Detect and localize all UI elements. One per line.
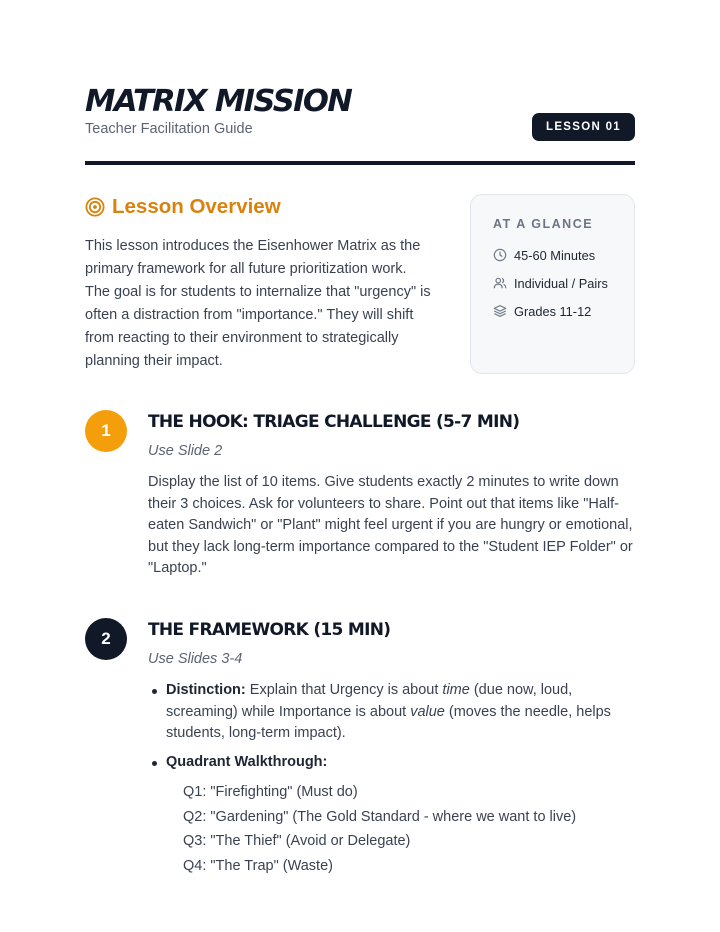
users-icon [493, 276, 507, 290]
step-title: THE FRAMEWORK (15 MIN) [148, 620, 391, 640]
glance-item-duration [493, 247, 634, 263]
step-title: THE HOOK: TRIAGE CHALLENGE (5-7 MIN) [148, 412, 520, 432]
overview-title: Lesson Overview [112, 195, 281, 218]
lesson-badge: LESSON 01 [532, 113, 635, 141]
emphasis-time: time [442, 682, 470, 698]
lesson-overview [85, 195, 435, 373]
quadrant-item: Q4: "The Trap" (Waste) [183, 858, 333, 875]
step-slide-ref: Use Slide 2 [148, 443, 223, 459]
clock-icon [493, 248, 507, 262]
overview-text: This lesson introduces the Eisenhower Matrix as the primary framework for all future prioritization work. The goal is for students to internalize that "urgency" is often a distraction from "importance." They will shift from reacting to their environment to strategically planning their impact. [85, 238, 431, 369]
bullet-text: Explain that Urgency is about [245, 682, 443, 698]
glance-item-label: Grades 11-12 [514, 303, 592, 319]
quadrant-item: Q2: "Gardening" (The Gold Standard - where we want to live) [183, 808, 577, 825]
page-subtitle: Teacher Facilitation Guide [85, 121, 253, 137]
page [85, 0, 635, 932]
glance-title: AT A GLANCE [493, 217, 594, 231]
bullet-label: Distinction: [166, 682, 246, 698]
bullet-label: Quadrant Walkthrough: [166, 753, 328, 770]
glance-item-grades [493, 303, 634, 319]
step-slide-ref: Use Slides 3-4 [148, 651, 243, 667]
quadrant-list [148, 780, 635, 879]
page-title: MATRIX MISSION [85, 84, 352, 119]
emphasis-value: value [410, 703, 445, 720]
bullet-text: (moves the needle, helps students, long-term impact). [166, 703, 611, 741]
bullet-walkthrough [148, 752, 635, 774]
quadrant-item: Q3: "The Thief" (Avoid or Delegate) [183, 833, 411, 850]
glance-list [493, 247, 634, 319]
glance-item-label: Individual / Pairs [514, 275, 608, 291]
bullet-text: (due now, loud, screaming) while Importance is about [166, 682, 573, 720]
target-icon [85, 197, 105, 217]
at-a-glance-card [470, 194, 635, 374]
framework-bullets [148, 680, 635, 773]
step-number-badge: 1 [85, 410, 127, 452]
header [85, 86, 635, 137]
header-divider [85, 161, 635, 165]
step-number-badge: 2 [85, 618, 127, 660]
layers-icon [493, 304, 507, 318]
bullet-distinction [148, 680, 635, 745]
quadrant-item: Q1: "Firefighting" (Must do) [183, 784, 358, 800]
step-body [148, 618, 635, 879]
step-text: Display the list of 10 items. Give students exactly 2 minutes to write down their 3 choices. Ask for volunteers to share. Point out that items like "Half-eaten Sandwich" or "Plant" might feel urgent if you are hungry or emotional, but they lack long-term importance compared to the "Student IEP Folder" or "Laptop." [148, 474, 633, 576]
glance-item-grouping [493, 275, 634, 291]
glance-item-label: 45-60 Minutes [514, 247, 596, 263]
step-body [148, 410, 635, 580]
overview-heading [85, 195, 435, 219]
